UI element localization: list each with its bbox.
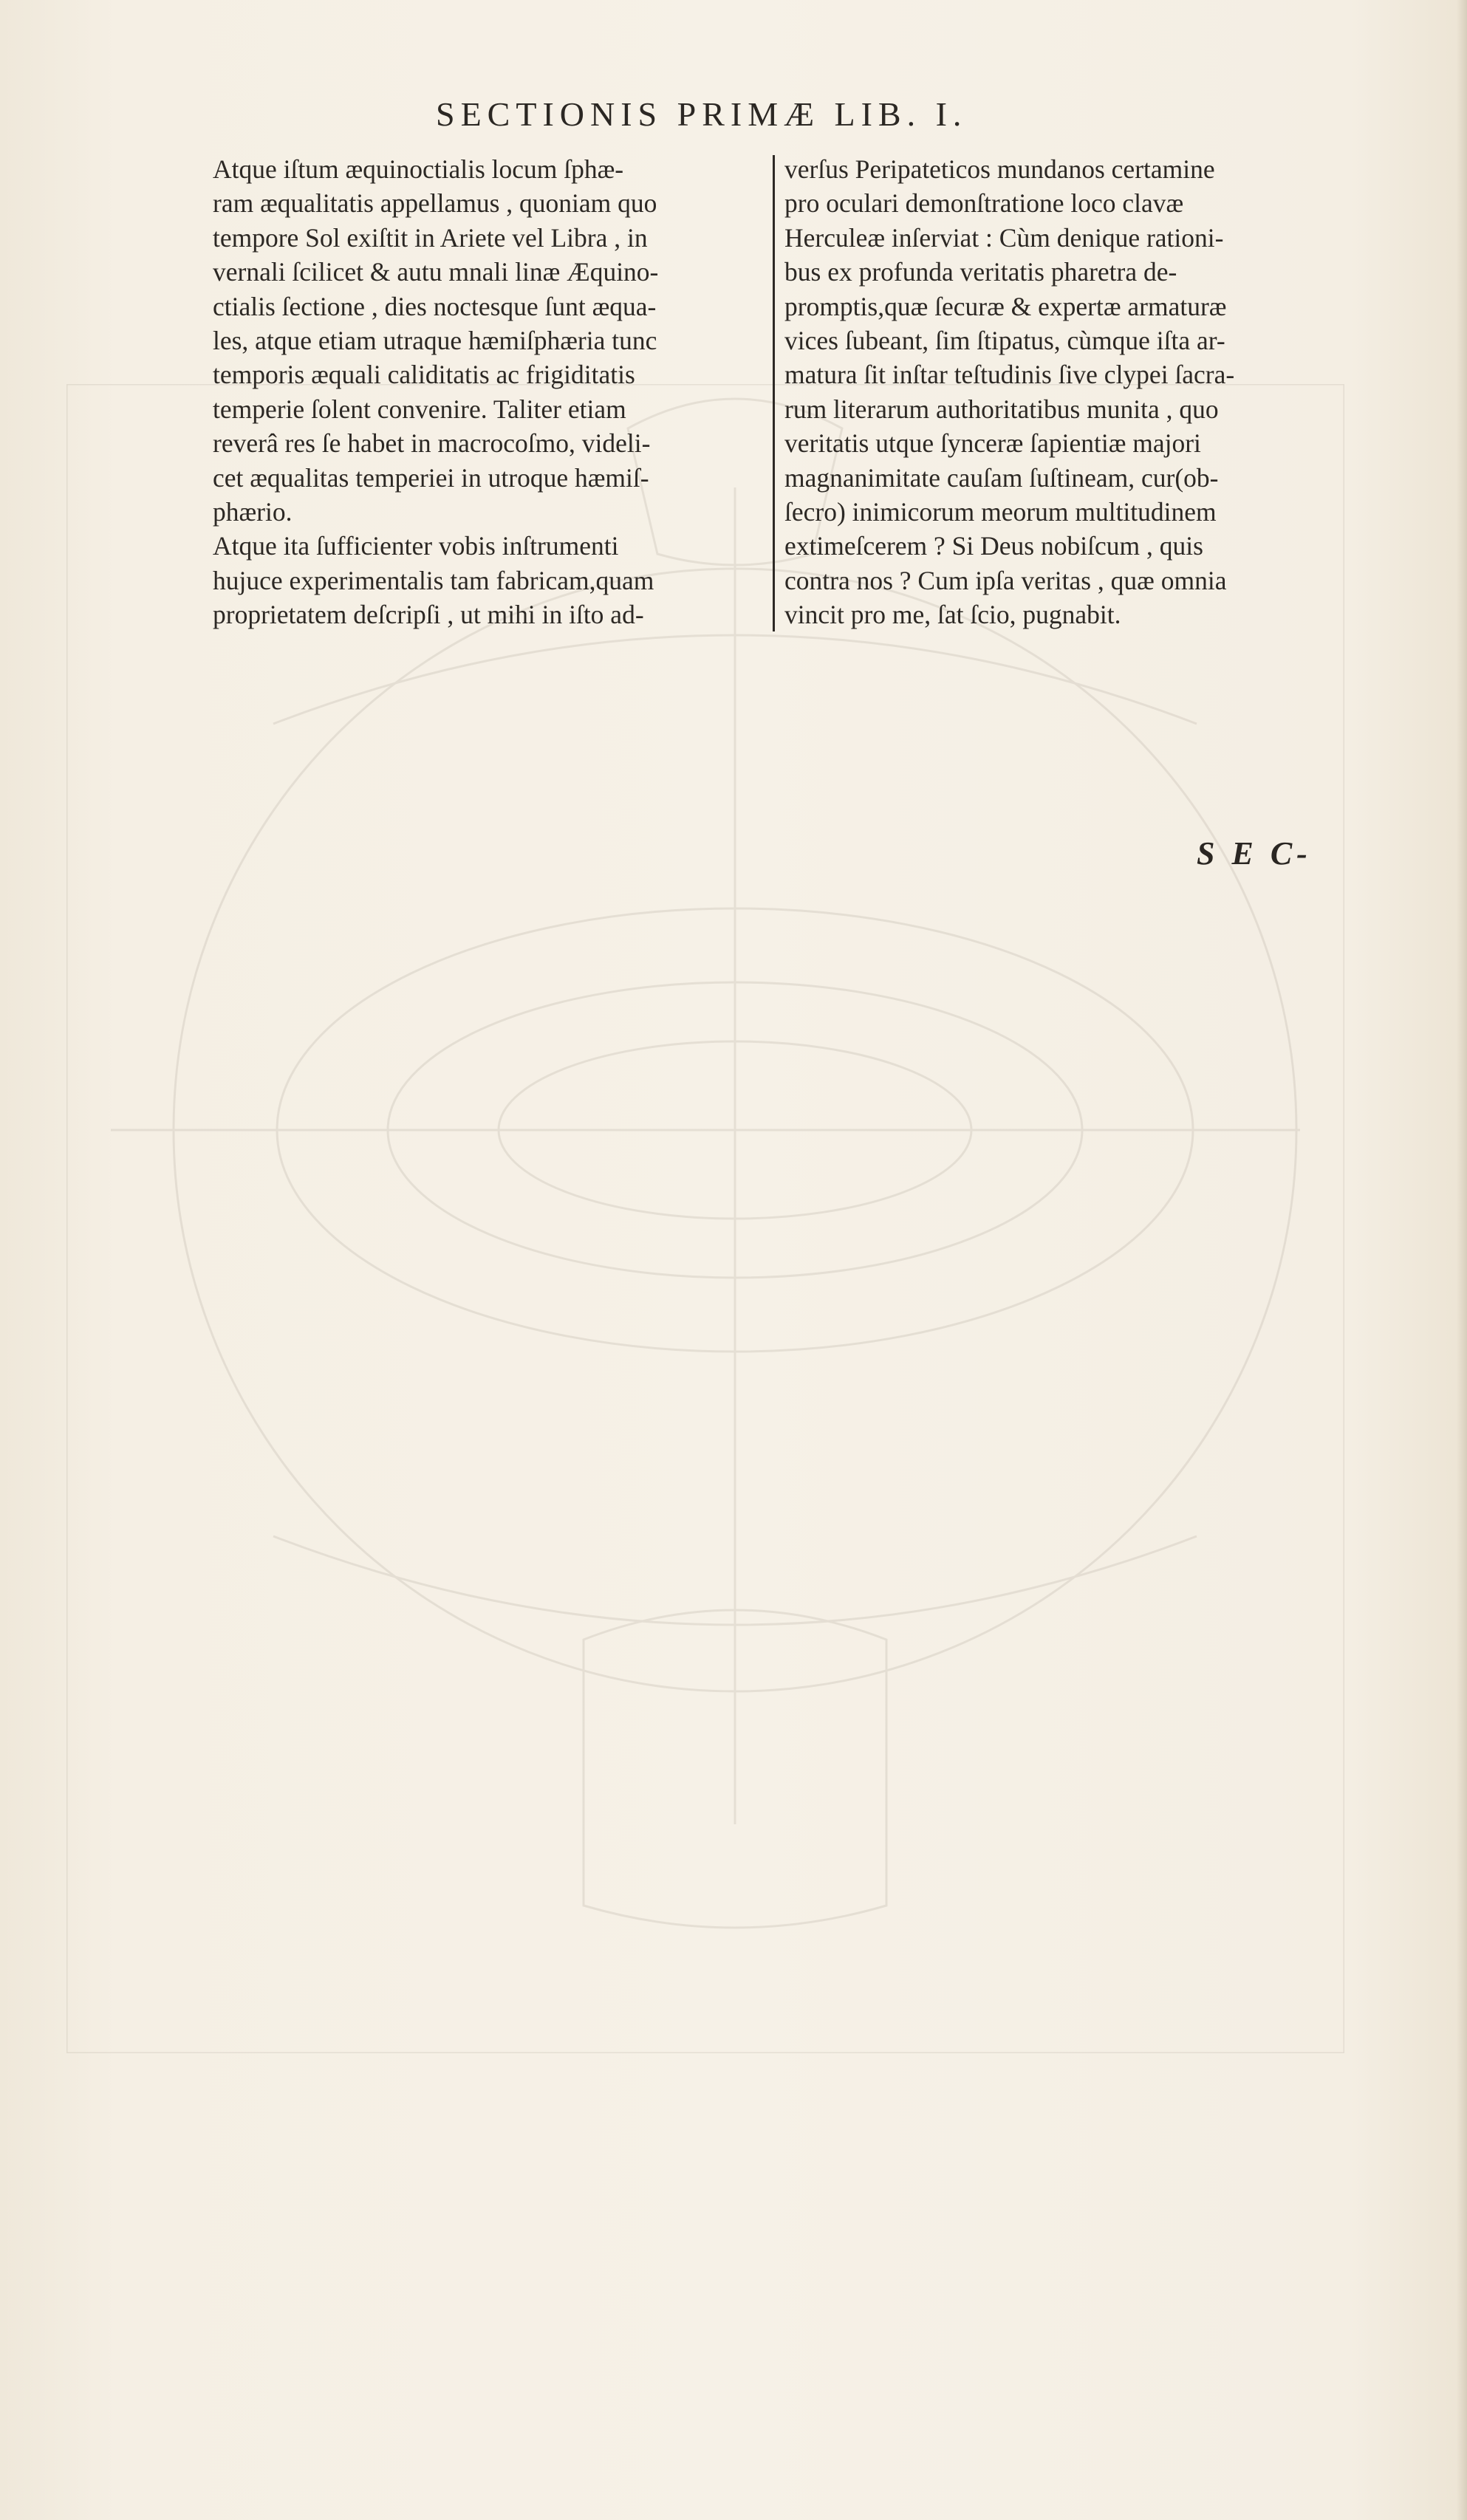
text-line: magnanimitate cauſam ſuſtineam, cur(ob- [784,462,1219,493]
text-line: extimeſcerem ? Si Deus nobiſcum , quis [784,531,1203,561]
text-line: ctialis ſectione , dies noctesque ſunt æqua- [213,291,657,321]
text-line: promptis,quæ ſecuræ & expertæ armaturæ [784,291,1227,321]
text-line: phærio. [213,497,293,527]
running-title: SECTIONIS PRIMÆ LIB. I. [436,95,968,133]
left-text-column [213,152,767,632]
text-line: cet æqualitas temperiei in utroque hæmiſ- [213,462,649,493]
text-line: temperie ſolent convenire. Taliter etiam [213,394,626,424]
text-line: les, atque etiam utraque hæmiſphæria tunc [213,326,657,356]
column-divider-rule [773,155,775,631]
text-line: pro oculari demonſtratione loco clavæ [784,188,1184,219]
page-edge-shadow [1457,0,1467,2520]
text-line: tempore Sol exiſtit in Ariete vel Libra , in [213,222,648,253]
text-line: ram æqualitatis appellamus , quoniam quo [213,188,657,219]
text-line: ſecro) inimicorum meorum multitudinem [784,497,1217,527]
text-line: Atque iſtum æquinoctialis locum ſphæ- [213,154,624,184]
text-line: bus ex profunda veritatis pharetra de- [784,257,1177,287]
text-line: matura ſit inſtar teſtudinis ſive clypei ſacra- [784,360,1235,390]
right-text-column [784,152,1331,632]
text-line: vices ſubeant, ſim ſtipatus, cùmque iſta ar- [784,326,1225,356]
text-line: rum literarum authoritatibus munita , quo [784,394,1219,424]
text-line: Atque ita ſufficienter vobis inſtrumenti [213,531,619,561]
text-line: vincit pro me, ſat ſcio, pugnabit. [784,600,1121,630]
text-line: Herculeæ inſerviat : Cùm denique rationi- [784,222,1224,253]
text-line: proprietatem deſcripſi , ut mihi in iſto ad- [213,600,644,630]
text-line: temporis æquali caliditatis ac frigiditatis [213,360,635,390]
text-line: reverâ res ſe habet in macrocoſmo, videli- [213,428,651,459]
text-line: contra nos ? Cum ipſa veritas , quæ omnia [784,565,1227,595]
text-line: hujuce experimentalis tam fabricam,quam [213,565,654,595]
text-line: veritatis utque ſynceræ ſapientiæ majori [784,428,1201,459]
text-line: verſus Peripateticos mundanos certamine [784,154,1215,184]
bleed-through-diagram [66,384,1344,2053]
catchword: S E C- [1197,835,1312,872]
text-line: vernali ſcilicet & autu mnali linæ Æquino- [213,257,659,287]
